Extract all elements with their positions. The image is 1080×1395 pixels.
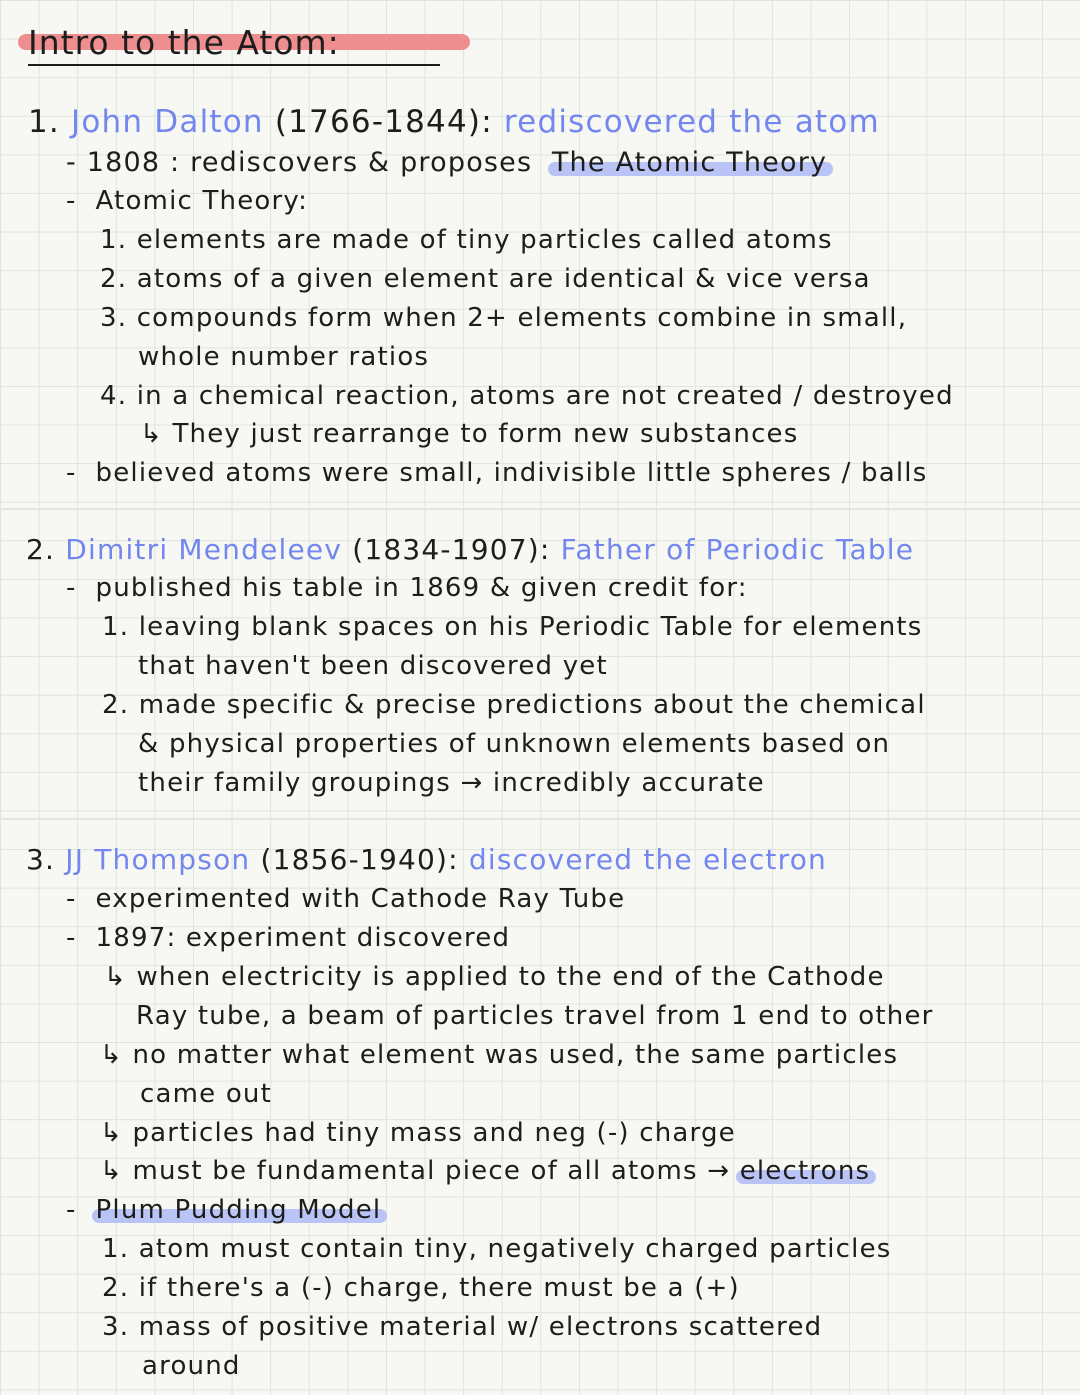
- list-text: compounds form when 2+ elements combine in small,: [136, 303, 908, 333]
- list-number: 2.: [100, 264, 128, 294]
- thompson-colon: :: [448, 843, 459, 876]
- dalton-line-1: [66, 145, 827, 181]
- mendeleev-colon: :: [539, 533, 551, 566]
- dalton-years: (1766-1844): [274, 104, 482, 140]
- list-text: atom must contain tiny, negatively charged particles: [138, 1234, 892, 1264]
- divider: [0, 508, 1080, 510]
- theory-item-1: [100, 222, 833, 258]
- list-number: 1.: [100, 225, 128, 255]
- credit-item-1: [102, 609, 923, 645]
- dalton-line-1-text: 1808 : rediscovers & proposes: [86, 147, 533, 178]
- dash: -: [66, 1195, 77, 1225]
- dash: -: [66, 147, 77, 178]
- dalton-name: John Dalton: [71, 104, 264, 140]
- model-item-3-cont: [142, 1348, 241, 1384]
- list-number: 1.: [102, 612, 130, 642]
- thompson-summary: discovered the electron: [468, 843, 827, 876]
- mendeleev-line-1-text: published his table in 1869 & given credit for:: [95, 573, 748, 603]
- credit-item-2-cont-1: [138, 726, 890, 762]
- thompson-heading: [26, 842, 827, 878]
- divider: [0, 818, 1080, 820]
- dalton-line-3: [66, 455, 927, 491]
- list-text: atoms of a given element are identical & vice versa: [136, 264, 871, 294]
- list-text: They just rearrange to form new substances: [172, 419, 799, 449]
- list-number: 3.: [100, 303, 128, 333]
- theory-item-4-cont: [140, 416, 799, 452]
- arrow-icon: ↳: [100, 1118, 123, 1148]
- thompson-line-2-text: 1897: experiment discovered: [95, 923, 511, 953]
- model-item-3: [102, 1309, 822, 1345]
- arrow-icon: ↳: [140, 419, 163, 449]
- dash: -: [66, 573, 77, 603]
- finding-d: [100, 1153, 870, 1189]
- mendeleev-line-1: [66, 570, 748, 606]
- thompson-number: 3.: [26, 843, 56, 876]
- dalton-heading: [28, 104, 880, 140]
- mendeleev-summary: Father of Periodic Table: [560, 533, 915, 566]
- list-text: elements are made of tiny particles called atoms: [136, 225, 833, 255]
- finding-a-cont: [136, 998, 934, 1034]
- thompson-line-2: [66, 920, 510, 956]
- theory-item-2: [100, 261, 871, 297]
- dalton-number: 1.: [28, 104, 60, 140]
- arrow-icon: ↳: [104, 962, 127, 992]
- list-number: 3.: [102, 1312, 130, 1342]
- arrow-icon: ↳: [100, 1040, 123, 1070]
- dash: -: [66, 186, 77, 216]
- list-text: in a chemical reaction, atoms are not created / destroyed: [136, 381, 954, 411]
- credit-item-2-cont-2: [138, 765, 765, 801]
- dash: -: [66, 458, 77, 488]
- mendeleev-name: Dimitri Mendeleev: [65, 533, 343, 566]
- theory-item-3: [100, 300, 907, 336]
- mendeleev-heading: [26, 532, 914, 568]
- list-text: & physical properties of unknown elements based on: [138, 729, 891, 759]
- title-underline: [28, 64, 440, 66]
- list-text: no matter what element was used, the same particles: [132, 1040, 899, 1070]
- electrons-highlight: electrons: [740, 1153, 871, 1189]
- list-number: 2.: [102, 690, 130, 720]
- page-title: [28, 22, 340, 64]
- theory-item-4: [100, 378, 954, 414]
- mendeleev-number: 2.: [26, 533, 56, 566]
- dalton-colon: :: [481, 104, 493, 140]
- dalton-summary: rediscovered the atom: [503, 104, 880, 140]
- thompson-line-1-text: experimented with Cathode Ray Tube: [95, 884, 626, 914]
- list-text: Ray tube, a beam of particles travel from 1 end to other: [136, 1001, 934, 1031]
- thompson-years: (1856-1940): [260, 843, 449, 876]
- finding-b-cont: [140, 1076, 272, 1112]
- thompson-name: JJ Thompson: [65, 843, 251, 876]
- list-text: made specific & precise predictions about the chemical: [138, 690, 926, 720]
- list-text: around: [142, 1351, 241, 1381]
- list-text: mass of positive material w/ electrons scattered: [138, 1312, 823, 1342]
- plum-pudding-highlight: Plum Pudding Model: [96, 1192, 382, 1228]
- dash: -: [66, 923, 77, 953]
- title-text: Intro to the Atom:: [28, 23, 340, 62]
- credit-item-2: [102, 687, 926, 723]
- list-text: that haven't been discovered yet: [138, 651, 608, 681]
- arrow-icon: ↳: [100, 1156, 123, 1186]
- theory-item-3-cont: [138, 339, 429, 375]
- model-item-2: [102, 1270, 740, 1306]
- thompson-line-1: [66, 881, 625, 917]
- list-number: 1.: [102, 1234, 130, 1264]
- thompson-line-3: [66, 1192, 381, 1228]
- list-number: 2.: [102, 1273, 130, 1303]
- atomic-theory-highlight: The Atomic Theory: [552, 145, 827, 181]
- dalton-line-2: [66, 183, 308, 219]
- mendeleev-years: (1834-1907): [352, 533, 540, 566]
- finding-b: [100, 1037, 898, 1073]
- list-text: their family groupings → incredibly accurate: [138, 768, 765, 798]
- list-text: came out: [140, 1079, 272, 1109]
- list-text: must be fundamental piece of all atoms →: [132, 1156, 731, 1186]
- list-text: if there's a (-) charge, there must be a (+): [138, 1273, 740, 1303]
- list-text: when electricity is applied to the end of the Cathode: [136, 962, 885, 992]
- list-text: whole number ratios: [138, 342, 430, 372]
- list-number: 4.: [100, 381, 128, 411]
- model-item-1: [102, 1231, 892, 1267]
- dash: -: [66, 884, 77, 914]
- list-text: leaving blank spaces on his Periodic Table for elements: [138, 612, 923, 642]
- dalton-line-3-text: believed atoms were small, indivisible little spheres / balls: [95, 458, 928, 488]
- finding-a: [104, 959, 885, 995]
- list-text: particles had tiny mass and neg (-) charge: [132, 1118, 736, 1148]
- finding-c: [100, 1115, 736, 1151]
- credit-item-1-cont: [138, 648, 608, 684]
- dalton-line-2-text: Atomic Theory:: [95, 186, 309, 216]
